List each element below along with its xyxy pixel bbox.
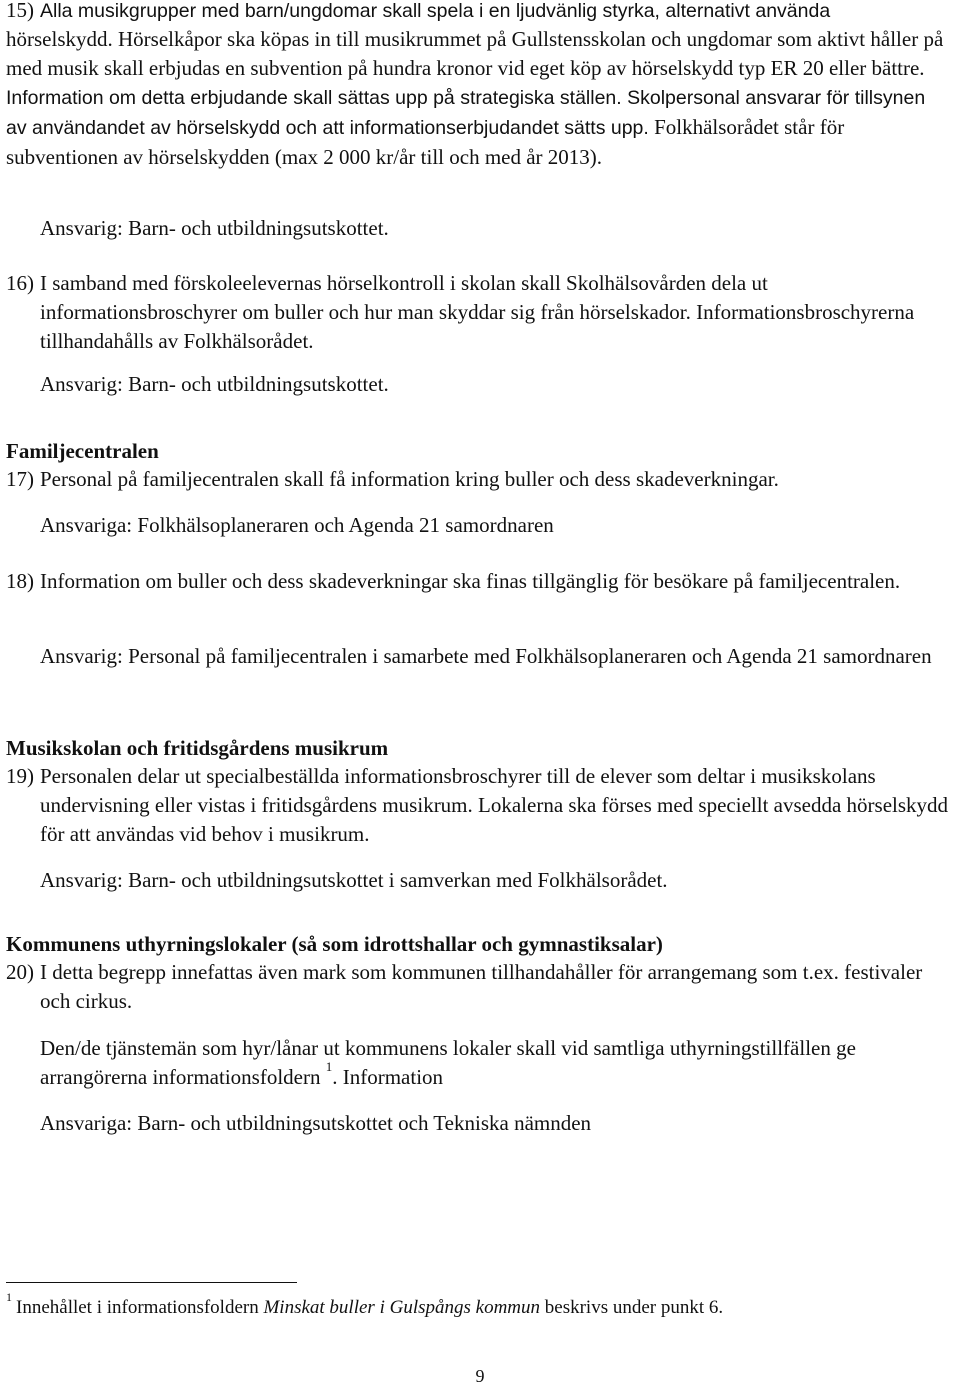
item-number: 16) — [6, 271, 34, 295]
list-item-19 — [6, 762, 956, 849]
item-19-text: Personalen delar ut specialbeställda informationsbroschyrer till de elever som deltar i musikskolans undervisning eller vistas i fritidsgårdens musikrum. Lokalerna ska förses med speciellt avsedda hörselskydd för att användas vid behov i musikrum. — [40, 764, 949, 846]
footnote-text-before: Innehållet i informationsfoldern — [16, 1297, 264, 1318]
list-item-15 — [6, 0, 956, 26]
item-20-para-tail: . Information — [332, 1065, 444, 1089]
item-20-responsible: Ansvariga: Barn- och utbildningsutskottet och Tekniska nämnden — [40, 1111, 592, 1135]
item-15-line1: Alla musikgrupper med barn/ungdomar skall spela i en ljudvänlig styrka, alternativt använda — [40, 0, 831, 22]
section-heading-musikskolan: Musikskolan och fritidsgårdens musikrum — [6, 736, 389, 760]
item-20-text: I detta begrepp innefattas även mark som kommunen tillhandahåller för arrangemang som t.ex. festivaler och cirkus. — [40, 960, 923, 1013]
footnote-mark: 1 — [6, 1290, 12, 1304]
item-17-text: Personal på familjecentralen skall få information kring buller och dess skadeverkningar. — [40, 467, 779, 491]
section-heading-familjecentralen: Familjecentralen — [6, 439, 159, 463]
item-15-part3: Folkhälsorådet står för subventionen av hörselskydden (max 2 000 kr/år till och med år 2013). — [6, 115, 845, 169]
item-18-responsible: Ansvarig: Personal på familjecentralen i samarbete med Folkhälsoplaneraren och Agenda 21 samordnaren — [40, 644, 932, 668]
footnote-text-after: beskrivs under punkt 6. — [540, 1297, 724, 1318]
item-16-text: I samband med förskoleelevernas hörselkontroll i skolan skall Skolhälsovården dela ut informationsbroschyrer om buller och hur man skyddar sig från hörselskador. Informationsbroschyrerna tillhandahålls av Folkhälsorådet. — [40, 271, 915, 353]
item-number: 18) — [6, 569, 34, 593]
item-15-part1: hörselskydd. Hörselkåpor ska köpas in till musikrummet på Gullstensskolan och ungdomar som aktivt håller på med musik skall erbjudas en subvention på hundra kronor vid eget köp av hörselskydd typ ER 20 eller bättre. — [6, 27, 944, 80]
item-15-responsible: Ansvarig: Barn- och utbildningsutskottet. — [40, 216, 389, 240]
item-19-responsible: Ansvarig: Barn- och utbildningsutskottet i samverkan med Folkhälsorådet. — [40, 868, 668, 892]
footnote-divider — [6, 1282, 297, 1283]
footnote-reference[interactable]: 1 — [325, 1059, 333, 1074]
list-item-20 — [6, 958, 956, 1016]
footnote — [6, 1290, 946, 1322]
list-item-18 — [6, 567, 956, 596]
page-number: 9 — [475, 1366, 485, 1386]
item-number: 20) — [6, 960, 34, 984]
item-number: 15) — [6, 0, 34, 22]
list-item-16 — [6, 269, 956, 356]
item-18-text: Information om buller och dess skadeverkningar ska finas tillgänglig för besökare på familjecentralen. — [40, 569, 901, 593]
item-16-responsible: Ansvarig: Barn- och utbildningsutskottet. — [40, 372, 389, 396]
item-body — [40, 0, 956, 26]
section-heading-uthyrningslokaler: Kommunens uthyrningslokaler (så som idrottshallar och gymnastiksalar) — [6, 932, 663, 956]
item-20-para-text: Den/de tjänstemän som hyr/lånar ut kommunens lokaler skall vid samtliga uthyrningstillfällen ge arrangörerna informationsfoldern — [40, 1036, 856, 1089]
item-15-continuation — [6, 25, 951, 172]
item-number: 19) — [6, 764, 34, 788]
item-number: 17) — [6, 467, 34, 491]
list-item-17 — [6, 465, 956, 494]
footnote-title: Minskat buller i Gulspångs kommun — [263, 1297, 541, 1318]
item-20-paragraph — [40, 1034, 955, 1092]
item-15-part2: Information om detta erbjudande skall sättas upp på strategiska ställen. Skolpersonal ansvarar för tillsynen av användandet av hörselskydd och att informationserbjudandet sätts upp. — [6, 87, 926, 139]
item-17-responsible: Ansvariga: Folkhälsoplaneraren och Agenda 21 samordnaren — [40, 513, 554, 537]
